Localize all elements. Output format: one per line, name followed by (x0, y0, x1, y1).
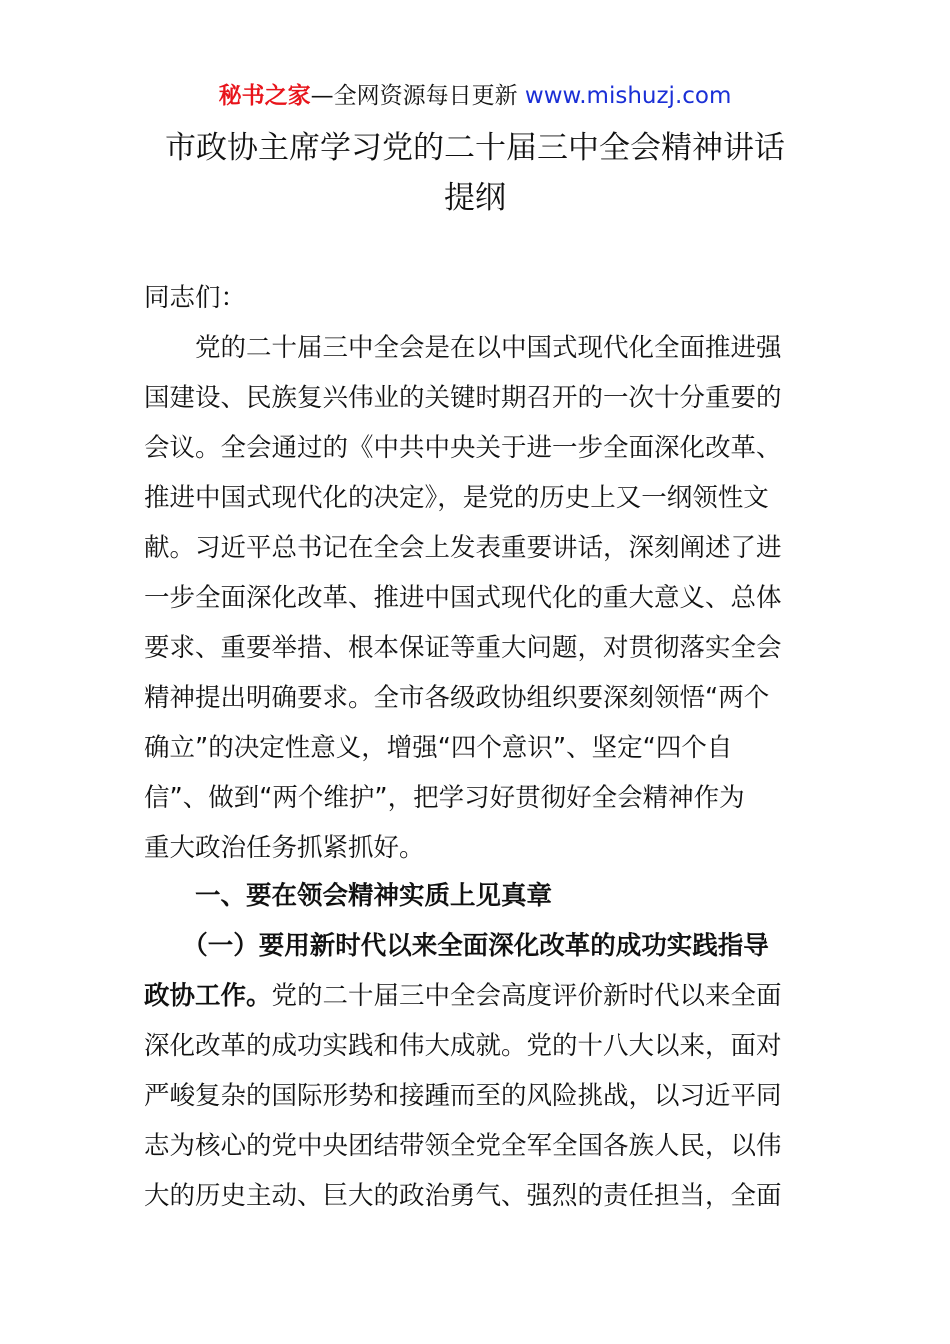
document-title-line-1: 市政协主席学习党的二十届三中全会精神讲话 (165, 130, 785, 166)
document-title-line-2: 提纲 (444, 180, 506, 216)
paragraph-1-line: 党的二十届三中全会是在以中国式现代化全面推进强 (144, 333, 782, 363)
paragraph-1-line: 精神提出明确要求。全市各级政协组织要深刻领悟“两个 (144, 683, 770, 713)
site-tagline: —全网资源每日更新 (310, 83, 525, 109)
site-url-link[interactable]: www.mishuzj.com (524, 83, 732, 109)
paragraph-1-line: 献。习近平总书记在全会上发表重要讲话，深刻阐述了进 (144, 533, 782, 563)
paragraph-1-line: 重大政治任务抓紧抓好。 (144, 833, 425, 863)
paragraph-1-line: 会议。全会通过的《中共中央关于进一步全面深化改革、 (144, 433, 782, 463)
paragraph-1-line: 一步全面深化改革、推进中国式现代化的重大意义、总体 (144, 583, 782, 613)
subsection-1-heading-line: （一）要用新时代以来全面深化改革的成功实践指导 (144, 931, 769, 961)
paragraph-1-line: 国建设、民族复兴伟业的关键时期召开的一次十分重要的 (144, 383, 782, 413)
subsection-1-line (144, 978, 782, 1014)
section-1-heading: 一、要在领会精神实质上见真章 (144, 881, 553, 911)
site-brand: 秘书之家 (218, 83, 311, 109)
subsection-1-line: 严峻复杂的国际形势和接踵而至的风险挑战，以习近平同 (144, 1081, 782, 1111)
site-header (0, 78, 950, 114)
paragraph-1-line: 信”、做到“两个维护”，把学习好贯彻好全会精神作为 (144, 783, 745, 813)
subsection-1-heading-end: 政协工作。 (144, 981, 272, 1011)
paragraph-1-line: 确立”的决定性意义，增强“四个意识”、坚定“四个自 (144, 733, 733, 763)
salutation: 同志们： (144, 283, 247, 313)
subsection-1-line: 志为核心的党中央团结带领全党全军全国各族人民，以伟 (144, 1131, 782, 1161)
subsection-1-text: 党的二十届三中全会高度评价新时代以来全面 (271, 981, 782, 1011)
paragraph-1-line: 推进中国式现代化的决定》，是党的历史上又一纲领性文 (144, 483, 769, 513)
paragraph-1-line: 要求、重要举措、根本保证等重大问题，对贯彻落实全会 (144, 633, 782, 663)
subsection-1-line: 深化改革的成功实践和伟大成就。党的十八大以来，面对 (144, 1031, 782, 1061)
subsection-1-line: 大的历史主动、巨大的政治勇气、强烈的责任担当，全面 (144, 1181, 782, 1211)
